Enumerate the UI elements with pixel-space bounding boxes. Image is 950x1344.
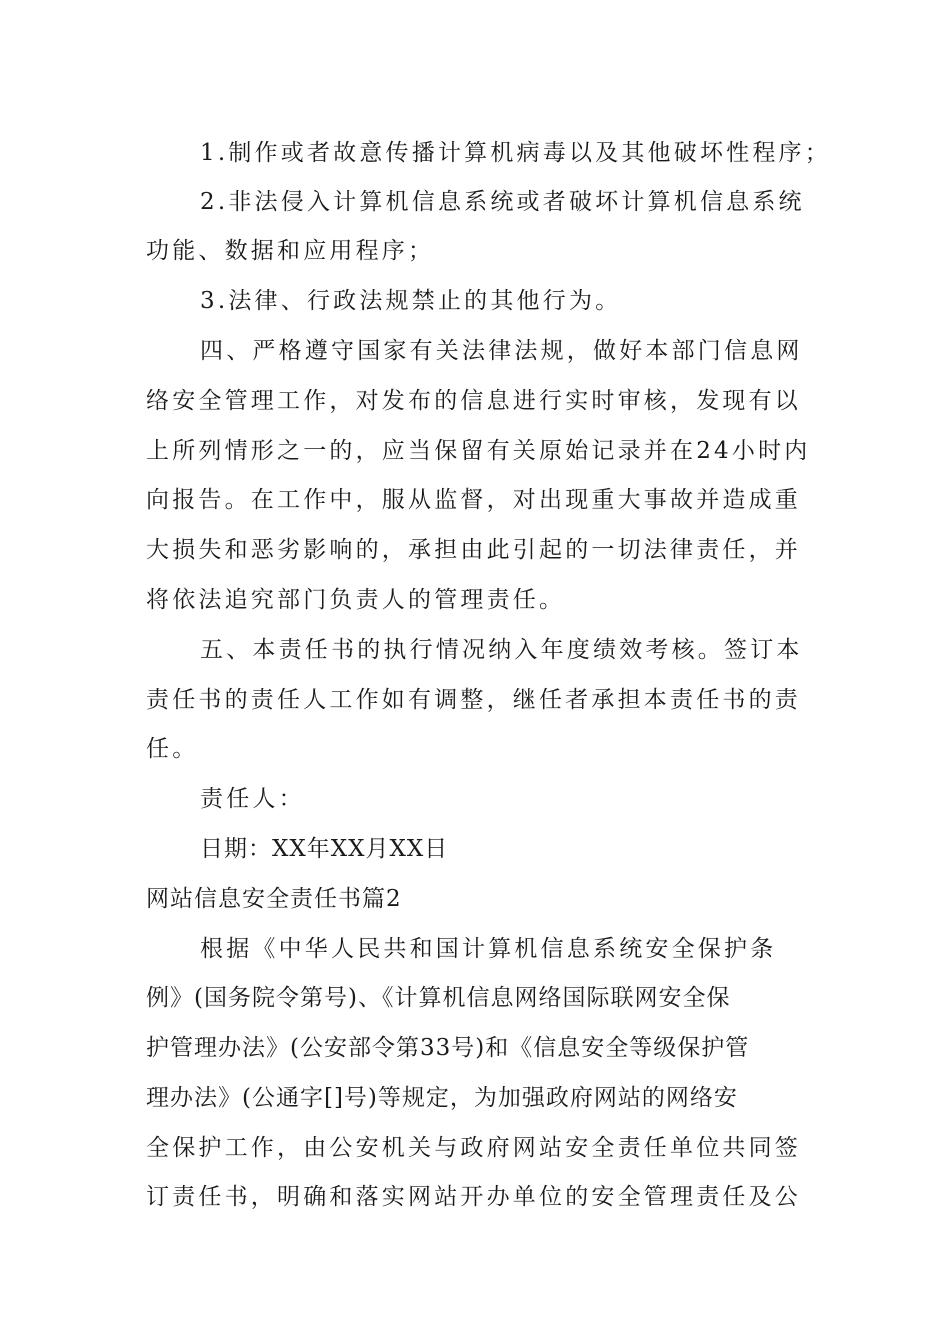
paragraph-4-line-2: 络安全管理工作，对发布的信息进行实时审核，发现有以 bbox=[146, 388, 801, 414]
paragraph-4-line-4: 向报告。在工作中，服从监督，对出现重大事故并造成重 bbox=[146, 487, 801, 513]
list-item-1: 1.制作或者故意传播计算机病毒以及其他破坏性程序； bbox=[200, 140, 831, 166]
date-line: 日期：XX年XX月XX日 bbox=[200, 836, 449, 862]
section-heading: 网站信息安全责任书篇2 bbox=[146, 886, 402, 912]
paragraph-6-line-2: 例》(国务院令第号)、《计算机信息网络国际联网安全保 bbox=[146, 985, 731, 1011]
paragraph-6-line-6: 订责任书，明确和落实网站开办单位的安全管理责任及公 bbox=[146, 1184, 801, 1210]
paragraph-4-line-5: 大损失和恶劣影响的，承担由此引起的一切法律责任，并 bbox=[146, 537, 801, 563]
paragraph-5-line-3: 任。 bbox=[146, 736, 199, 762]
paragraph-6-line-4: 理办法》(公通字[]号)等规定，为加强政府网站的网络安 bbox=[146, 1085, 738, 1111]
list-item-2: 2.非法侵入计算机信息系统或者破坏计算机信息系统 bbox=[200, 189, 805, 215]
signatory-label: 责任人： bbox=[200, 786, 305, 812]
paragraph-6-line-5: 全保护工作，由公安机关与政府网站安全责任单位共同签 bbox=[146, 1135, 801, 1161]
paragraph-4-line-3: 上所列情形之一的，应当保留有关原始记录并在24小时内 bbox=[146, 438, 811, 464]
list-item-3: 3.法律、行政法规禁止的其他行为。 bbox=[200, 288, 622, 314]
paragraph-6-line-3: 护管理办法》(公安部令第33号)和《信息安全等级保护管 bbox=[146, 1035, 750, 1061]
list-item-2-continued: 功能、数据和应用程序； bbox=[146, 238, 435, 264]
paragraph-5-line-2: 责任书的责任人工作如有调整，继任者承担本责任书的责 bbox=[146, 687, 801, 713]
paragraph-5-line-1: 五、本责任书的执行情况纳入年度绩效考核。签订本 bbox=[200, 637, 803, 663]
paragraph-6-line-1: 根据《中华人民共和国计算机信息系统安全保护条 bbox=[200, 936, 777, 962]
paragraph-4-line-6: 将依法追究部门负责人的管理责任。 bbox=[146, 587, 566, 613]
paragraph-4-line-1: 四、严格遵守国家有关法律法规，做好本部门信息网 bbox=[200, 338, 803, 364]
